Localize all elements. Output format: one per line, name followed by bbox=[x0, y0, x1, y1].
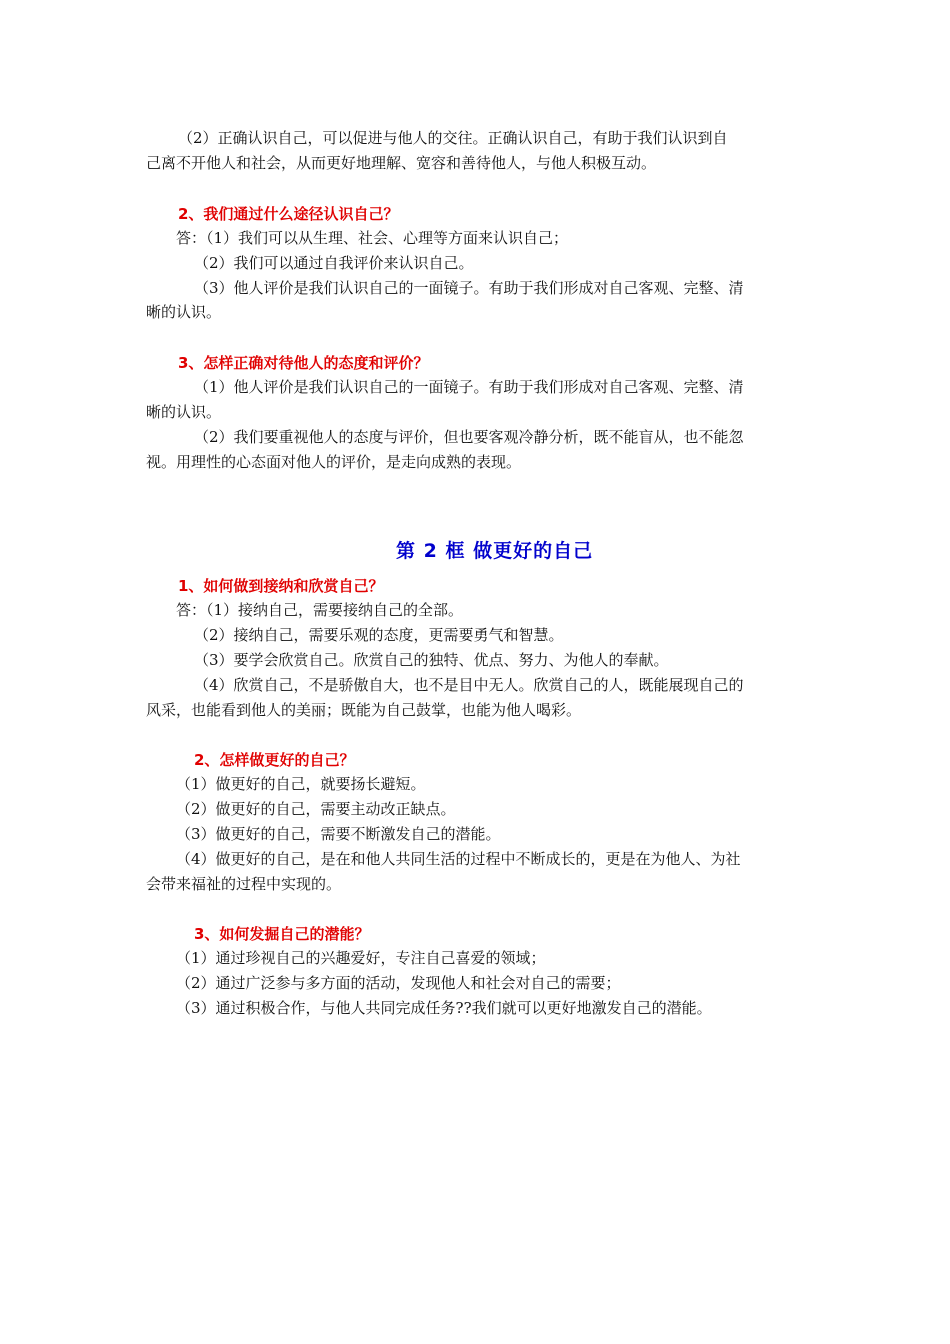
answer-line: （2）做更好的自己，需要主动改正缺点。 bbox=[176, 800, 456, 818]
question-heading: 1、如何做到接纳和欣赏自己？ bbox=[178, 577, 384, 595]
question-heading: 2、怎样做更好的自己？ bbox=[194, 751, 355, 769]
answer-line: （1）做更好的自己，就要扬长避短。 bbox=[176, 775, 426, 793]
answer-line: 答：（1）接纳自己，需要接纳自己的全部。 bbox=[176, 601, 464, 619]
section-title: 第 2 框 做更好的自己 bbox=[396, 540, 594, 562]
paragraph-line: （2）正确认识自己，可以促进与他人的交往。正确认识自己，有助于我们认识到自 bbox=[178, 129, 728, 147]
answer-line: （2）通过广泛参与多方面的活动，发现他人和社会对自己的需要； bbox=[176, 974, 621, 992]
question-heading: 3、怎样正确对待他人的态度和评价？ bbox=[178, 354, 429, 372]
paragraph-line: 己离不开他人和社会，从而更好地理解、宽容和善待他人，与他人积极互动。 bbox=[146, 154, 657, 172]
question-heading: 3、如何发掘自己的潜能？ bbox=[194, 925, 370, 943]
answer-line: 晰的认识。 bbox=[146, 403, 222, 421]
answer-line: （2）我们要重视他人的态度与评价，但也要客观冷静分析，既不能盲从，也不能忽 bbox=[194, 428, 744, 446]
answer-line: （1）他人评价是我们认识自己的一面镜子。有助于我们形成对自己客观、完整、清 bbox=[194, 378, 744, 396]
answer-line: （3）通过积极合作，与他人共同完成任务??我们就可以更好地激发自己的潜能。 bbox=[176, 999, 712, 1017]
answer-line: （4）做更好的自己，是在和他人共同生活的过程中不断成长的，更是在为他人、为社 bbox=[176, 850, 741, 868]
question-heading: 2、我们通过什么途径认识自己？ bbox=[178, 205, 399, 223]
answer-line: （2）我们可以通过自我评价来认识自己。 bbox=[194, 254, 474, 272]
answer-line: （3）他人评价是我们认识自己的一面镜子。有助于我们形成对自己客观、完整、清 bbox=[194, 279, 744, 297]
answer-line: （1）通过珍视自己的兴趣爱好，专注自己喜爱的领域； bbox=[176, 949, 546, 967]
answer-line: （4）欣赏自己，不是骄傲自大，也不是目中无人。欣赏自己的人，既能展现自己的 bbox=[194, 676, 744, 694]
answer-line: 晰的认识。 bbox=[146, 303, 222, 321]
answer-line: 答：（1）我们可以从生理、社会、心理等方面来认识自己； bbox=[176, 229, 569, 247]
answer-line: （2）接纳自己，需要乐观的态度，更需要勇气和智慧。 bbox=[194, 626, 564, 644]
answer-line: （3）要学会欣赏自己。欣赏自己的独特、优点、努力、为他人的奉献。 bbox=[194, 651, 669, 669]
answer-line: 视。用理性的心态面对他人的评价，是走向成熟的表现。 bbox=[146, 453, 522, 471]
answer-line: （3）做更好的自己，需要不断激发自己的潜能。 bbox=[176, 825, 501, 843]
answer-line: 会带来福祉的过程中实现的。 bbox=[146, 875, 342, 893]
answer-line: 风采，也能看到他人的美丽；既能为自己鼓掌，也能为他人喝彩。 bbox=[146, 701, 582, 719]
